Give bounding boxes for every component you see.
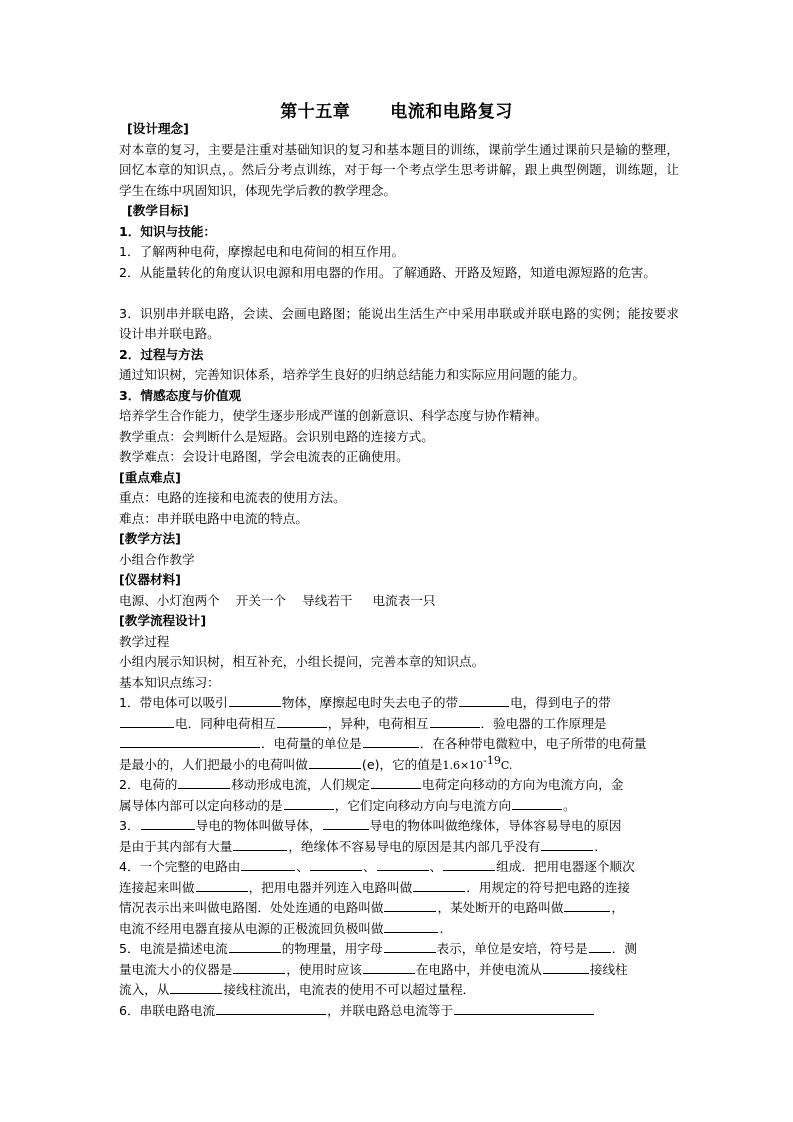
answer-blank[interactable] [371, 775, 421, 789]
subheading: 1．知识与技能： [119, 223, 216, 239]
text-line: 难点：串并联电路中电流的特点。 [119, 510, 308, 526]
answer-blank[interactable] [430, 714, 480, 728]
answer-blank[interactable] [589, 939, 611, 953]
question-4-line-3: 情况表示出来叫做电路图．处处连通的电路叫做 ，某处断开的电路叫做 ， [119, 900, 624, 915]
answer-blank[interactable] [377, 857, 429, 871]
answer-blank[interactable] [512, 796, 562, 810]
text-line: 基本知识点练习： [119, 674, 220, 690]
answer-blank[interactable] [541, 837, 593, 851]
text-line: 重点：电路的连接和电流表的使用方法。 [119, 490, 346, 505]
answer-blank[interactable] [216, 1001, 326, 1015]
answer-blank[interactable] [564, 898, 610, 912]
answer-blank[interactable] [309, 755, 361, 769]
question-5-line-1: 5．电流是描述电流 的物理量，用字母 表示，单位是安培，符号是 ．测 [119, 941, 637, 956]
question-1-line-3: ．电荷量的单位是 ．在各种带电微粒中，电子所带的电荷量 [119, 734, 679, 755]
answer-blank[interactable] [277, 714, 327, 728]
answer-blank[interactable] [323, 816, 369, 830]
answer-blank[interactable] [229, 693, 281, 707]
text-line: 通过知识树，完善知识体系，培养学生良好的归纳总结能力和实际应用问题的能力。 [119, 367, 585, 382]
question-3-line-1: 3． 导电的物体叫做导体， 导电的物体叫做绝缘体，导体容易导电的原因 [119, 818, 622, 833]
answer-blank[interactable] [454, 1001, 594, 1015]
question-4-line-2: 连接起来叫做 ，把用电器并列连入电路叫做 ．用规定的符号把电路的连接 [119, 879, 630, 895]
section-heading: [设计理念] [127, 121, 189, 136]
answer-blank[interactable] [543, 960, 589, 974]
question-1-line-1: 1．带电体可以吸引 物体，摩擦起电时失去电子的带 电，得到电子的带 [119, 695, 611, 710]
answer-blank[interactable] [120, 734, 260, 748]
text-paragraph: 3．识别串并联电路，会读、会画电路图；能说出生活生产中采用串联或并联电路的实例；能按要求设计串并联电路。 [119, 305, 679, 341]
question-1-line-2: 电．同种电荷相互 ，异种，电荷相互 ．验电器的工作原理是 [119, 714, 679, 735]
answer-blank[interactable] [384, 898, 436, 912]
question-1-line-4: 是最小的，人们把最小的电荷叫做 (e)，它的值是$1.6\times 10^{-19}C$. [119, 753, 513, 772]
answer-blank[interactable] [363, 960, 415, 974]
text-line: 教学重点：会判断什么是短路。会识别电路的连接方式。 [119, 428, 434, 444]
section-heading: [重点难点] [119, 469, 181, 485]
text-line: 小组合作教学 [119, 551, 195, 567]
text-line: 小组内展示知识树，相互补充，小组长提问，完善本章的知识点。 [119, 654, 485, 669]
subheading: 3．情感态度与价值观 [119, 387, 242, 403]
design-paragraph: 对本章的复习，主要是注重对基础知识的复习和基本题目的训练，课前学生通过课前只是输的整理，回忆本章的知识点，。然后分考点训练，对于每一个考点学生思考讲解，跟上典型例题，训练题，让学生在练中巩固知识，体现先学后教的教学理念。 [119, 141, 679, 198]
answer-blank[interactable] [284, 796, 334, 810]
subheading: 2．过程与方法 [119, 346, 204, 362]
question-2-line-1: 2．电荷的 移动形成电流，人们规定 电荷定向移动的方向为电流方向，金 [119, 777, 624, 792]
chapter-number: 第十五章 [280, 102, 351, 122]
question-3-line-2: 是由于其内部有大量 ，绝缘体不容易导电的原因是其内部几乎没有 . [119, 838, 599, 854]
answer-blank[interactable] [229, 939, 281, 953]
answer-blank[interactable] [310, 857, 362, 871]
answer-blank[interactable] [233, 837, 287, 851]
question-6-line-1: 6．串联电路电流 ，并联电路总电流等于 [119, 1001, 679, 1022]
answer-blank[interactable] [413, 878, 465, 892]
answer-blank[interactable] [170, 980, 222, 994]
answer-blank[interactable] [178, 775, 230, 789]
answer-blank[interactable] [241, 857, 295, 871]
text-line: 电源、小灯泡两个 开关一个 导线若干 电流表一只 [119, 592, 436, 608]
answer-blank[interactable] [141, 816, 195, 830]
question-4-line-1: 4．一个完整的电路由 、 、 、 组成．把用电器逐个顺次 [119, 859, 635, 874]
answer-blank[interactable] [443, 857, 495, 871]
section-heading: [教学方法] [119, 531, 181, 546]
answer-blank[interactable] [384, 939, 436, 953]
chapter-name: 电流和电路复习 [390, 102, 513, 122]
answer-blank[interactable] [120, 714, 174, 728]
question-4-line-4: 电流不经用电器直接从电源的正极流回负极叫做 . [119, 920, 444, 936]
text-paragraph: 2．从能量转化的角度认识电源和用电器的作用。了解通路、开路及短路，知道电源短路的危害。 [119, 264, 656, 280]
answer-blank[interactable] [384, 919, 438, 933]
document-body [119, 119, 679, 1021]
text-line: 教学过程 [119, 633, 170, 649]
answer-blank[interactable] [459, 693, 509, 707]
text-line: 培养学生合作能力，使学生逐步形成严谨的创新意识、科学态度与协作精神。 [119, 408, 548, 423]
answer-blank[interactable] [233, 960, 285, 974]
answer-blank[interactable] [363, 734, 419, 748]
text-line: 教学难点：会设计电路图，学会电流表的正确使用。 [119, 449, 409, 464]
section-heading: [教学流程设计] [119, 613, 207, 628]
answer-blank[interactable] [196, 878, 248, 892]
text-line: 1．了解两种电荷，摩擦起电和电荷间的相互作用。 [119, 244, 405, 259]
question-5-line-2: 量电流大小的仪器是 ，使用时应该 在电路中，并使电流从 接线柱 [119, 961, 628, 977]
section-heading: [仪器材料] [119, 572, 181, 587]
question-5-line-3: 流入，从 接线柱流出，电流表的使用不可以超过量程． [119, 982, 476, 997]
question-2-line-2: 属导体内部可以定向移动的是 ，它们定向移动方向与电流方向 。 [119, 797, 576, 813]
section-heading: [教学目标] [127, 203, 189, 218]
